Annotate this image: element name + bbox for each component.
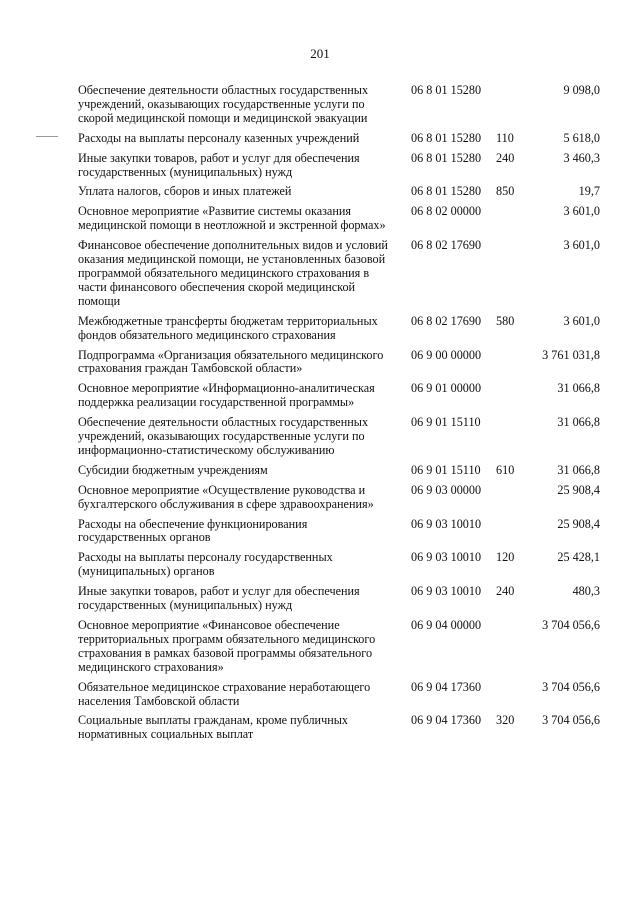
table-row [78,585,608,613]
row-code: 06 9 01 15110 [411,462,481,477]
row-name: Субсидии бюджетным учреждениям [78,462,268,477]
row-amount: 480,3 [572,584,600,599]
row-expense-type: 240 [496,584,515,599]
row-code: 06 9 04 17360 [411,713,482,728]
table-row [78,315,608,343]
row-code: 06 8 01 15280 [411,130,482,145]
table-row [78,84,608,126]
row-name: Обязательное медицинское страхование неработающего населения Тамбовской области [78,679,371,708]
table-row [78,518,608,546]
row-expense-type: 110 [496,130,514,145]
row-code: 06 8 02 17690 [411,238,482,253]
row-name: Основное мероприятие «Информационно-аналитическая поддержка реализации государственной программы» [78,381,375,410]
table-row [78,416,608,458]
row-amount: 3 761 031,8 [542,347,600,362]
row-amount: 3 601,0 [563,313,600,328]
row-amount: 9 098,0 [563,83,600,97]
row-code: 06 9 03 00000 [411,482,482,497]
row-code: 06 9 01 15110 [411,415,481,430]
row-name: Подпрограмма «Организация обязательного медицинского страхования граждан Тамбовской области» [78,347,384,376]
row-amount: 3 704 056,6 [542,679,600,694]
row-expense-type: 610 [496,462,515,477]
row-code: 06 8 02 17690 [411,313,482,328]
table-row [78,239,608,309]
row-code: 06 9 01 00000 [411,381,482,396]
row-expense-type: 120 [496,550,515,565]
page-number: 201 [310,46,330,61]
row-amount: 3 704 056,6 [542,713,600,728]
table-row [78,185,608,199]
table-row [78,484,608,512]
row-name: Основное мероприятие «Осуществление руководства и бухгалтерского обслуживания в сфере здравоохранения» [78,482,374,511]
row-amount: 3 460,3 [563,150,600,165]
table-row [78,681,608,709]
table-row [78,714,608,742]
row-name: Основное мероприятие «Финансовое обеспечение территориальных программ обязательного медицинского страхования в рамках базовой программы обязательного медицинского страхования» [78,618,376,674]
row-amount: 25 428,1 [557,550,600,565]
table-row [78,132,608,146]
row-code: 06 8 02 00000 [411,204,482,219]
table-row [78,464,608,478]
row-amount: 3 601,0 [563,204,600,219]
table-row [78,551,608,579]
row-amount: 31 066,8 [557,462,600,477]
budget-table [78,84,608,748]
row-amount: 5 618,0 [563,130,600,145]
row-amount: 3 601,0 [563,238,600,253]
row-name: Расходы на выплаты персоналу казенных учреждений [78,130,360,145]
row-expense-type: 240 [496,150,515,165]
row-name: Расходы на выплаты персоналу государственных (муниципальных) органов [78,550,333,579]
table-row [78,205,608,233]
row-code: 06 8 01 15280 [411,83,482,97]
row-name: Расходы на обеспечение функционирования государственных органов [78,516,308,545]
row-code: 06 9 04 00000 [411,618,482,632]
row-name: Основное мероприятие «Развитие системы оказания медицинской помощи в неотложной и экстренной формах» [78,204,386,233]
row-amount: 3 704 056,6 [542,618,600,632]
margin-mark [36,136,58,137]
row-code: 06 9 00 00000 [411,347,482,362]
row-name: Социальные выплаты гражданам, кроме публичных нормативных социальных выплат [78,713,348,742]
row-amount: 31 066,8 [557,381,600,396]
row-name: Обеспечение деятельности областных государственных учреждений, оказывающих государственные услуги по скорой медицинской помощи и медицинской эвакуации [78,83,369,125]
row-name: Иные закупки товаров, работ и услуг для обеспечения государственных (муниципальных) нужд [78,150,360,179]
row-amount: 25 908,4 [557,516,600,531]
row-name: Обеспечение деятельности областных государственных учреждений, оказывающих государственные услуги по информационно-статистическому обслуживанию [78,415,369,457]
row-code: 06 9 04 17360 [411,679,482,694]
row-code: 06 9 03 10010 [411,516,482,531]
row-expense-type: 850 [496,184,515,199]
row-amount: 19,7 [578,184,600,199]
row-expense-type: 580 [496,313,515,328]
row-code: 06 9 03 10010 [411,550,482,565]
row-code: 06 9 03 10010 [411,584,482,599]
row-amount: 25 908,4 [557,482,600,497]
table-row [78,152,608,180]
row-code: 06 8 01 15280 [411,184,482,199]
row-name: Уплата налогов, сборов и иных платежей [78,184,292,199]
row-expense-type: 320 [496,713,515,728]
row-name: Финансовое обеспечение дополнительных видов и условий оказания медицинской помощи, не установленных базовой программой обязательного медицинского страхования в части финансового обеспечения скорой медицинской помощи [78,238,388,308]
row-amount: 31 066,8 [557,415,600,430]
row-name: Иные закупки товаров, работ и услуг для обеспечения государственных (муниципальных) нужд [78,584,360,613]
row-code: 06 8 01 15280 [411,150,482,165]
table-row [78,349,608,377]
table-row [78,382,608,410]
row-name: Межбюджетные трансферты бюджетам территориальных фондов обязательного медицинского страхования [78,313,378,342]
table-row [78,619,608,675]
